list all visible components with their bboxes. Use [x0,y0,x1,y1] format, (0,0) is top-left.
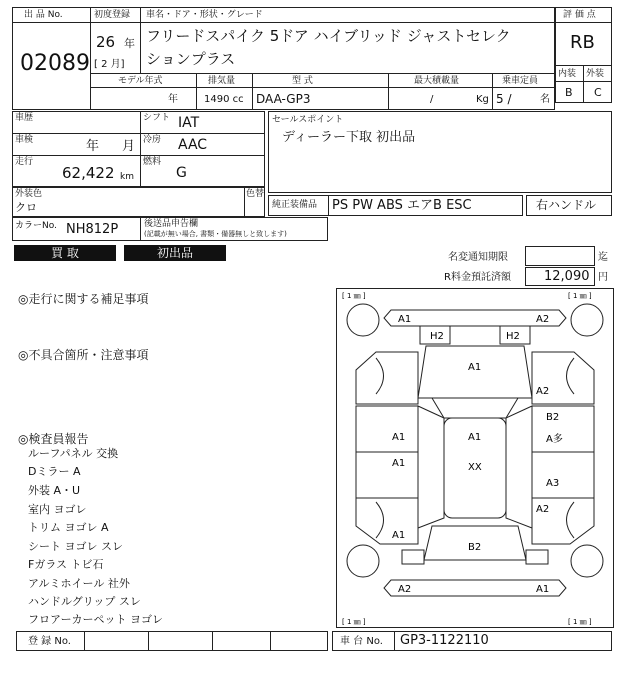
recycle-fee-label: R料金預託済額 [444,272,511,283]
mark-front-bumper-a1: A1 [398,314,412,325]
mark-left-front-door: A1 [392,432,406,443]
divider [328,195,329,216]
spec-frame [12,111,265,187]
divider [12,155,265,156]
steering: 右ハンドル [536,198,597,212]
mark-right-front-door-a: A多 [546,434,563,445]
color-no-label: カラーNo. [15,221,57,231]
divider [84,631,85,651]
left-rear-door-shape [356,452,418,498]
divider [140,7,141,73]
inspector-line: トリム ヨゴレ A [28,521,109,534]
inspection-label: 車検 [15,135,34,145]
mark-roof-xx: XX [468,462,482,473]
equipment: PS PW ABS エアB ESC [332,198,472,213]
displacement-label: 排気量 [208,76,236,86]
interior-score: B [565,86,573,99]
inspector-line: 室内 ヨゴレ [28,503,87,516]
cabin-left-pillar [418,406,444,528]
recycle-fee-unit: 円 [598,272,608,283]
history-label: 車歴 [15,113,34,123]
divider [492,73,493,110]
inspector-report-title: ◎検査員報告 [18,432,89,446]
mark-headlight-left: H2 [430,331,444,342]
divider [394,631,395,651]
mark-front-bumper-a2: A2 [536,314,550,325]
divider [196,73,197,110]
mark-bonnet: A1 [468,362,482,373]
registration-no-label: 登 録 No. [28,636,71,647]
color-frame [12,187,265,217]
right-rear-wheel-arch [567,502,575,538]
tail-light-left-shape [402,550,424,564]
diagram-frame [337,289,614,628]
divider [212,631,213,651]
right-front-door-shape [532,406,594,452]
max-load-label: 最大積載量 [414,76,460,86]
after-docs-note: (記載が無い場合, 書類・備器無しと致します) [144,230,287,238]
score: RB [570,32,595,53]
mark-right-front-door-b2: B2 [546,412,560,423]
divider [90,87,555,88]
divider [90,73,555,74]
mark-right-front-fender: A2 [536,386,550,397]
first-registration-month: [ 2 月] [94,59,125,70]
shift-label: シフト [143,113,171,123]
left-wheel-arch [376,358,384,394]
buy-tag: 買 取 [14,245,116,261]
capacity-unit: 名 [540,94,550,105]
left-front-fender-shape [356,352,418,404]
tire-rear-right-icon [571,545,603,577]
inspector-line: Dミラー A [28,465,81,478]
divider [140,217,141,241]
windshield-shape [432,398,518,418]
mark-rear-bumper-a1: A1 [536,584,550,595]
tire-rear-left-icon [347,545,379,577]
car-name-label: 車名・ドア・形状・グレード [146,10,263,20]
mark-rear-bumper-a2: A2 [398,584,412,595]
mark-right-rear-fender: A2 [536,504,550,515]
name-change-deadline-label: 名変通知期限 [448,252,508,263]
first-registration-year: 26 [96,33,116,51]
divider [244,187,245,217]
inspector-line: シート ヨゴレ スレ [28,540,123,553]
inspector-line: Fガラス トビ石 [28,558,104,571]
mileage-unit: km [120,172,134,182]
model-type: DAA-GP3 [256,92,311,106]
divider [90,22,555,23]
exterior-color-label: 外装色 [15,189,43,199]
left-rear-wheel-arch [376,502,384,538]
tire-rear-left-label: [ 1 ㎜ ] [342,618,366,626]
right-wheel-arch [567,358,575,394]
left-rear-fender-shape [356,498,418,544]
car-name-line1: フリードスパイク 5ドア ハイブリッド ジャストセレク [146,27,511,45]
sales-point: ディーラー下取 初出品 [282,130,416,145]
inspector-line: フロアーカーペット ヨゴレ [28,613,163,626]
divider [252,73,253,110]
mileage: 62,422 [62,164,115,182]
left-front-door-shape [356,406,418,452]
score-label: 評 価 点 [563,10,596,20]
interior-score-label: 内装 [558,69,577,79]
car-damage-diagram [336,288,614,628]
lot-number-label: 出 品 No. [24,10,63,20]
tire-front-right-icon [571,304,603,336]
right-rear-door-shape [532,452,594,498]
first-listing-tag: 初出品 [124,245,226,261]
inspection-year-unit: 年 [86,139,100,154]
name-change-deadline-unit: 迄 [598,252,608,263]
equipment-label: 純正装備品 [272,200,318,210]
divider [140,111,141,187]
divider [555,22,612,23]
recycle-fee-amount: 12,090 [544,269,590,284]
chassis-no: GP3-1122110 [400,633,489,648]
mileage-label: 走行 [15,157,34,167]
inspector-line: ルーフパネル 交換 [28,447,119,460]
tire-rear-right-label: [ 1 ㎜ ] [568,618,592,626]
mark-roof-a1: A1 [468,432,482,443]
max-load-unit: Kg [476,94,489,105]
tire-front-left-icon [347,304,379,336]
displacement: 1490 cc [204,94,244,105]
name-change-deadline-box [525,246,595,266]
max-load-slash: / [430,94,434,105]
mark-headlight-right: H2 [506,331,520,342]
mark-left-rear-door: A1 [392,458,406,469]
exterior-score: C [594,86,602,99]
inspector-line: 外装 A・U [28,484,81,497]
ac: AAC [178,137,208,153]
type-label: 型 式 [292,76,313,86]
car-name-line2: ションプラス [146,50,236,68]
inspector-line: ハンドルグリップ スレ [28,595,141,608]
cabin-right-pillar [506,406,532,528]
capacity-label: 乗車定員 [502,76,539,86]
capacity: 5 / [496,92,512,106]
tire-front-left-label: [ 1 ㎜ ] [342,292,366,300]
sales-point-label: セールスポイント [272,115,344,125]
inspection-month-unit: 月 [122,139,136,154]
mark-back-door: B2 [468,542,482,553]
fuel-label: 燃料 [143,157,162,167]
divider [583,65,584,103]
fuel: G [176,165,187,181]
tire-front-right-label: [ 1 ㎜ ] [568,292,592,300]
exterior-color: クロ [15,201,37,214]
lot-number: 02089 [20,51,90,76]
inspector-line: アルミホイール 社外 [28,577,130,590]
mark-right-rear-door: A3 [546,478,560,489]
first-registration-label: 初度登録 [94,10,131,20]
divider [388,73,389,110]
color-change-label: 色替 [246,189,265,199]
divider [12,22,90,23]
chassis-no-label: 車 台 No. [340,636,383,647]
tail-light-right-shape [526,550,548,564]
mark-left-rear-fender: A1 [392,530,406,541]
year-unit: 年 [124,37,135,50]
color-no: NH812P [66,222,119,237]
divider [12,133,265,134]
driving-notes-title: ◎走行に関する補足事項 [18,292,149,306]
model-year-unit: 年 [168,94,178,105]
defects-title: ◎不具合箇所・注意事項 [18,348,149,362]
after-docs-label: 後送品申告欄 [144,219,199,229]
exterior-score-label: 外装 [586,69,605,79]
ac-label: 冷房 [143,135,162,145]
divider [148,631,149,651]
model-year-label: モデル年式 [118,76,163,86]
divider [270,631,271,651]
shift: IAT [178,115,200,131]
